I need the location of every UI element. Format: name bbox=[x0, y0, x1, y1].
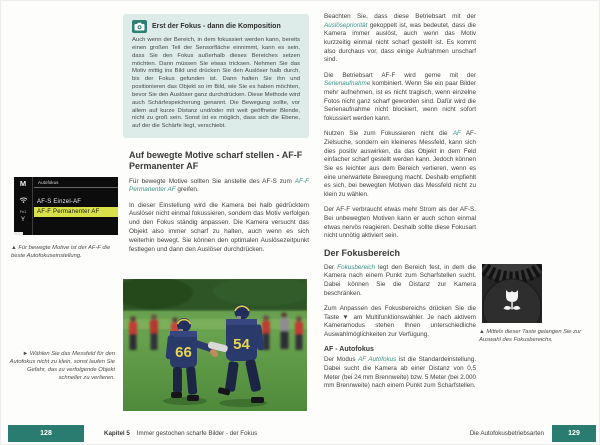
paragraph-text: Für bewegte Motive sollten Sie anstelle des AF-S zum bbox=[129, 177, 295, 185]
paragraph-text: Der Modus bbox=[324, 356, 359, 364]
paragraph bbox=[324, 13, 476, 65]
fn1-icon: Fn1 bbox=[19, 209, 27, 214]
paragraph bbox=[324, 130, 476, 200]
tip-box bbox=[123, 14, 309, 138]
paragraph bbox=[324, 264, 476, 299]
menu-item-af-f-selected: AF-F Permanenter AF bbox=[34, 207, 118, 217]
paragraph bbox=[129, 178, 309, 196]
menu-caption: ▲ Für bewegte Motive ist der AF-F die beste Autofokuseinstellung. bbox=[11, 245, 111, 260]
paragraph bbox=[324, 356, 476, 391]
paragraph-text: ist die Standardeinstellung. Dabei sucht die Kamera ab einer Distanz von 0,5 Meter (bei 24 mm Brennweite) bzw. 5 Meter (bei 2.000 mm Brennweite) nach einem Punkt zum Scharfstellen. bbox=[324, 356, 477, 390]
y-icon: Y bbox=[20, 216, 25, 223]
camera-menu-sidebar bbox=[14, 177, 33, 235]
left-page-text-column bbox=[129, 148, 309, 261]
football-photo bbox=[123, 279, 307, 411]
camera-menu-title: Autofokus bbox=[34, 177, 118, 188]
tip-box-body: Auch wenn der Bereich, in dem fokussiert werden kann, bereits einen großen Teil der Sensorfläche einnimmt, kann es sein, dass Sie den Fokus außerhalb dieses Bereiches setzen möchten. Dann müssen Sie etwas tricksen. Nehmen Sie das Motiv mittig ins Bild und drücken Sie den Auslöser halb durch, bis der Fokus gefunden ist. Dann halten Sie ihn und positionieren das Objekt so im Bild, wie Sie es haben möchten, bevor Sie den Auslöser ganz durchdrücken. Diese Methode wird auch Schärfespeicherung genannt. Die Bewegung sollte, vor allem auf kurze Distanz und/oder mit weit geöffneter Blende, nicht zu groß sein. Sonst ist es möglich, dass sich die Ebene, auf der die Schärfe liegt, verschiebt. bbox=[132, 37, 300, 130]
paragraph-text: kombiniert. Wenn Sie ein paar Bilder mehr aufnehmen, ist es nicht tragisch, wenn einzelne Fotos nicht ganz scharf geworden sind. Dafür wird die Serienaufnahme nicht blockiert, wenn nicht sofort fokussiert werden kann. bbox=[324, 80, 476, 123]
mode-m-icon: M bbox=[19, 179, 27, 188]
camera-menu-main bbox=[34, 177, 118, 235]
paragraph-text: Die Betriebsart AF-F wird gerne mit der bbox=[324, 71, 476, 79]
footer-left bbox=[104, 425, 257, 442]
inline-term: AF Autofokus bbox=[358, 356, 397, 364]
inline-term: Fokusbereich bbox=[337, 263, 376, 271]
inline-term: Auslösepriorität bbox=[324, 21, 368, 29]
page-number-right: 129 bbox=[552, 425, 596, 442]
paragraph-text: Der bbox=[324, 263, 338, 271]
section-heading: Der Fokusbereich bbox=[324, 247, 401, 258]
section-label: Die Autofokusbetriebsarten bbox=[469, 430, 544, 437]
paragraph bbox=[324, 206, 476, 241]
camera-icon bbox=[132, 20, 147, 33]
button-caption: ▲ Mittels dieser Taste gelangen Sie zur Auswahl des Fokusbereichs. bbox=[479, 329, 582, 344]
paragraph-text: Zum Anpassen des Fokusbereichs drücken Sie die Taste ▼ am Multifunktionswähler. Je nach aktivem Kameramodus stehen Ihnen unterschiedliche Auswahlmöglichkeiten zur Verfügung. bbox=[324, 305, 476, 339]
paragraph-text: AF-Zielsuche, sondern ein kleineres Messfeld, kann sich dies positiv auswirken, da das Objekt in dem Feld einfacher scharf gestellt werden kann. Jedoch können Sie es leichter aus dem Bereich verlieren, wenn es eine unerwartete Bewegung macht. Deshalb empfiehlt es sich, bei bewegten Motiven das Messfeld nicht zu klein zu wählen. bbox=[324, 130, 477, 199]
paragraph-text: legt den Bereich fest, in dem die Kamera nach einem Punkt zum Scharfstellen sucht. Dabei können Sie die Distanz zur Kamera beschränken. bbox=[324, 263, 476, 297]
menu-scrollbar bbox=[14, 232, 23, 235]
paragraph-text: Nutzen Sie zum Fokussieren nicht die bbox=[324, 130, 453, 138]
tip-box-header bbox=[132, 20, 300, 33]
paragraph-text: greifen. bbox=[175, 186, 199, 194]
menu-item-af-s: AF-S Einzel-AF bbox=[37, 199, 82, 205]
svg-text:54: 54 bbox=[233, 336, 250, 353]
inline-term: AF-F Permanenter AF bbox=[129, 177, 309, 194]
wifi-icon bbox=[19, 190, 28, 208]
sub-heading: AF - Autofokus bbox=[324, 346, 374, 354]
chapter-title: Immer gestochen scharfe Bilder - der Fokus bbox=[136, 430, 258, 437]
photo-caption: ► Wählen Sie das Messfeld für den Autofokus nicht zu klein, sonst laufen Sie Gefahr, das zu verfolgende Objekt schneller zu verlieren. bbox=[9, 351, 115, 382]
right-page-text-column bbox=[324, 13, 476, 398]
inline-term: AF bbox=[452, 130, 461, 138]
paragraph: In dieser Einstellung wird die Kamera bei halb gedrücktem Auslöser nicht einmal fokussieren, sondern das Motiv verfolgen und den Fokus ständig anpassen. Die Kamera versucht das Objekt also immer scharf zu halten, auch wenn es sich weiterhin bewegt. Sie können den optimalen Auslösezeitpunkt festlegen und dann den Auslöser durchdrücken. bbox=[129, 201, 309, 253]
footer-right bbox=[470, 425, 544, 442]
paragraph-text: Beachten Sie, dass diese Betriebsart mit der bbox=[324, 13, 476, 20]
inline-term: Serienaufnahme bbox=[324, 80, 371, 88]
svg-text:66: 66 bbox=[175, 344, 192, 361]
paragraph bbox=[324, 305, 476, 340]
section-heading: Auf bewegte Motive scharf stellen - AF-F Permanenter AF bbox=[129, 150, 303, 172]
page-number-left: 128 bbox=[8, 425, 84, 442]
camera-menu-screenshot bbox=[14, 177, 118, 235]
focus-range-button-photo bbox=[482, 264, 542, 323]
paragraph bbox=[324, 72, 476, 124]
tip-box-title: Erst der Fokus - dann die Komposition bbox=[152, 23, 281, 30]
chapter-label: Kapitel 5 bbox=[104, 430, 130, 437]
paragraph-text: gekoppelt ist, was bedeutet, dass die Kamera immer auslöst, auch wenn das Motiv kurzzeitig einmal nicht scharf gestellt ist. Es kommt also durchaus vor, dass einige Aufnahmen unscharf sind. bbox=[324, 21, 476, 64]
paragraph-text: Der AF-F verbraucht etwas mehr Strom als der AF-S. Bei unbewegten Motiven kann er auch schon einmal etwas nervös reagieren. Deshalb sollte diese Fokusart nicht unnötig aktiviert sein. bbox=[324, 206, 476, 240]
